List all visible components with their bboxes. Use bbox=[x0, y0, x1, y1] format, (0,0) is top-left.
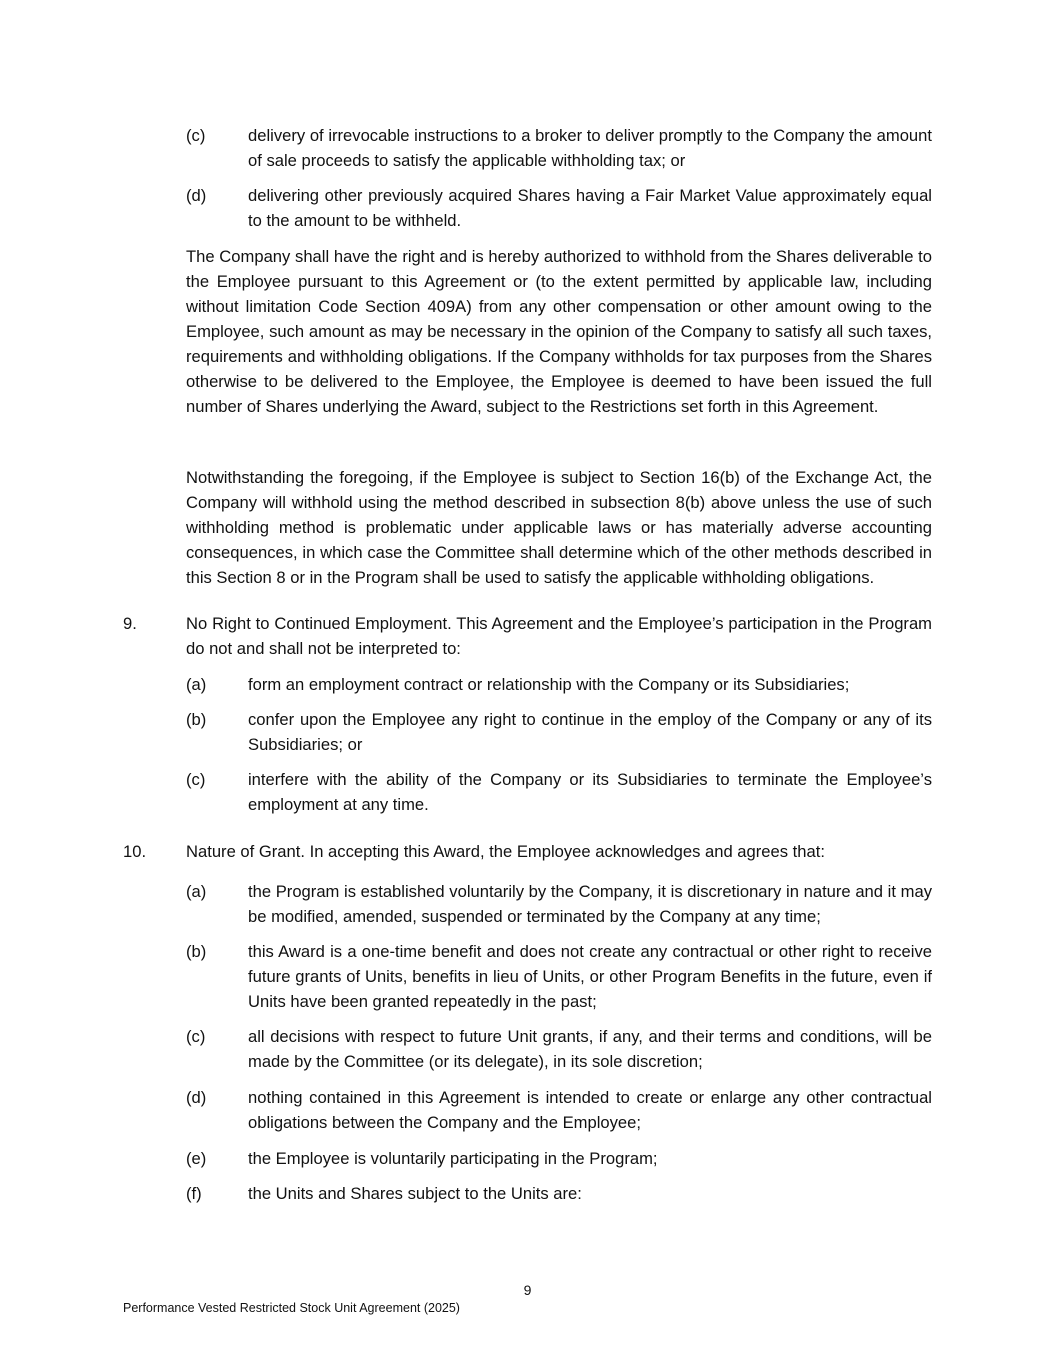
page-number: 9 bbox=[523, 1282, 532, 1298]
item-text: nothing contained in this Agreement is intended to create or enlarge any other contractual obligations between the Company and the Employee; bbox=[248, 1088, 932, 1132]
section-heading: No Right to Continued Employment. bbox=[186, 614, 452, 633]
exchange-act-paragraph: Notwithstanding the foregoing, if the Employee is subject to Section 16(b) of the Exchange Act, the Company will withhold using the method described in subsection 8(b) above unless the use of such withholding method is problematic under applicable laws or has materially adverse accounting consequences, in which case the Committee shall determine which of the other methods described in this Section 8 or in the Program shall be used to satisfy the applicable withholding obligations. bbox=[186, 468, 932, 587]
item-label: (b) bbox=[186, 942, 207, 961]
list-item bbox=[186, 672, 932, 697]
item-text: delivery of irrevocable instructions to a broker to deliver promptly to the Company the amount of sale proceeds to satisfy the applicable withholding tax; or bbox=[248, 126, 932, 170]
list-item bbox=[186, 1024, 932, 1074]
item-label: (e) bbox=[186, 1149, 207, 1168]
item-text: all decisions with respect to future Unit grants, if any, and their terms and conditions, will be made by the Committee (or its delegate), in its sole discretion; bbox=[248, 1027, 932, 1071]
list-item bbox=[186, 707, 932, 757]
item-label: (c) bbox=[186, 1027, 206, 1046]
item-label: (a) bbox=[186, 675, 207, 694]
item-label: (d) bbox=[186, 1088, 207, 1107]
list-item bbox=[186, 767, 932, 817]
list-item bbox=[186, 879, 932, 929]
list-item bbox=[186, 183, 932, 233]
item-text: form an employment contract or relationship with the Company or its Subsidiaries; bbox=[248, 675, 850, 694]
item-text: delivering other previously acquired Shares having a Fair Market Value approximately equal to the amount to be withheld. bbox=[248, 186, 932, 230]
section-10 bbox=[123, 839, 932, 864]
section-heading: Nature of Grant. bbox=[186, 842, 305, 861]
item-label: (f) bbox=[186, 1184, 202, 1203]
item-text: interfere with the ability of the Company or its Subsidiaries to terminate the Employee’s employment at any time. bbox=[248, 770, 932, 814]
item-text: confer upon the Employee any right to continue in the employ of the Company or any of its Subsidiaries; or bbox=[248, 710, 932, 754]
item-text: the Program is established voluntarily by the Company, it is discretionary in nature and it may be modified, amended, suspended or terminated by the Company at any time; bbox=[248, 882, 932, 926]
section-intro: In accepting this Award, the Employee acknowledges and agrees that: bbox=[304, 842, 825, 861]
item-text: the Employee is voluntarily participating in the Program; bbox=[248, 1149, 658, 1168]
section-number: 10. bbox=[123, 842, 147, 861]
page-footer: Performance Vested Restricted Stock Unit Agreement (2025) bbox=[123, 1301, 460, 1315]
item-label: (d) bbox=[186, 186, 207, 205]
list-item bbox=[186, 1146, 932, 1171]
withholding-paragraph: The Company shall have the right and is hereby authorized to withhold from the Shares deliverable to the Employee pursuant to this Agreement or (to the extent permitted by applicable law, including without limitation Code Section 409A) from any other compensation or other amount owing to the Employee, such amount as may be necessary in the opinion of the Company to satisfy all such taxes, requirements and withholding obligations. If the Company withholds for tax purposes from the Shares otherwise to be delivered to the Employee, the Employee is deemed to have been issued the full number of Shares underlying the Award, subject to the Restrictions set forth in this Agreement. bbox=[186, 247, 932, 416]
list-item bbox=[186, 1181, 932, 1206]
item-text: the Units and Shares subject to the Units are: bbox=[248, 1184, 582, 1203]
item-label: (c) bbox=[186, 126, 206, 145]
list-item bbox=[186, 1085, 932, 1135]
item-label: (a) bbox=[186, 882, 207, 901]
item-label: (b) bbox=[186, 710, 207, 729]
list-item bbox=[186, 123, 932, 173]
section-9 bbox=[123, 611, 932, 661]
section-intro: This Agreement and the Employee’s participation in the Program do not and shall not be interpreted to: bbox=[186, 614, 933, 658]
list-item bbox=[186, 939, 932, 1014]
item-text: this Award is a one-time benefit and does not create any contractual or other right to receive future grants of Units, benefits in lieu of Units, or other Program Benefits in the future, even if Units have been granted repeatedly in the past; bbox=[248, 942, 932, 1011]
section-number: 9. bbox=[123, 614, 137, 633]
item-label: (c) bbox=[186, 770, 206, 789]
